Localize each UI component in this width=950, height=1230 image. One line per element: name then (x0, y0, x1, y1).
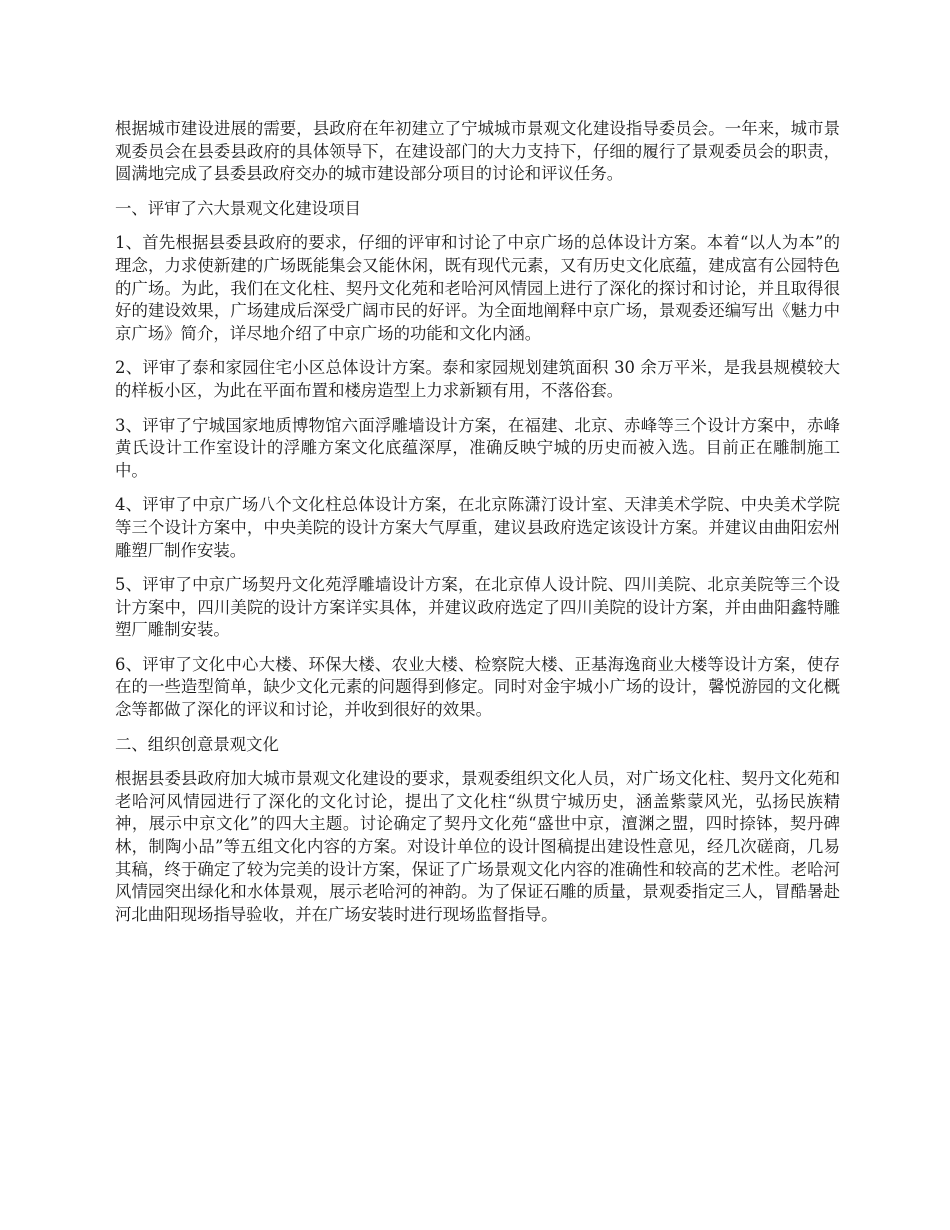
section-heading-1: 一、评审了六大景观文化建设项目 (115, 198, 361, 218)
intro-paragraph: 根据城市建设进展的需要，县政府在年初建立了宁城城市景观文化建设指导委员会。一年来，城市景观委员会在县委县政府的具体领导下，在建设部门的大力支持下，仔细的履行了景观委员会的职责，圆满地完成了县委县政府交办的城市建设部分项目的讨论和评议任务。 (115, 119, 840, 184)
item-3-paragraph: 3、评审了宁城国家地质博物馆六面浮雕墙设计方案，在福建、北京、赤峰等三个设计方案中，赤峰黄氏设计工作室设计的浮雕方案文化底蕴深厚，准确反映宁城的历史而被入选。目前正在雕制施工中。 (115, 415, 840, 480)
item-4-paragraph: 4、评审了中京广场八个文化柱总体设计方案，在北京陈潇汀设计室、天津美术学院、中央美术学院等三个设计方案中，中央美院的设计方案大气厚重，建议县政府选定该设计方案。并建议由曲阳宏州雕塑厂制作安装。 (115, 495, 840, 560)
document-page (115, 118, 840, 938)
item-5-paragraph: 5、评审了中京广场契丹文化苑浮雕墙设计方案，在北京倬人设计院、四川美院、北京美院等三个设计方案中，四川美院的设计方案详实具体，并建议政府选定了四川美院的设计方案，并由曲阳鑫特雕塑厂雕制安装。 (115, 575, 840, 640)
item-1-paragraph: 1、首先根据县委县政府的要求，仔细的评审和讨论了中京广场的总体设计方案。本着“以人为本”的理念，力求使新建的广场既能集会又能休闲，既有现代元素，又有历史文化底蕴，建成富有公园特色的广场。为此，我们在文化柱、契丹文化苑和老哈河风情园上进行了深化的探讨和讨论，并且取得很好的建设效果，广场建成后深受广阔市民的好评。为全面地阐释中京广场，景观委还编写出《魅力中京广场》简介，详尽地介绍了中京广场的功能和文化内涵。 (115, 233, 840, 343)
item-6-paragraph: 6、评审了文化中心大楼、环保大楼、农业大楼、检察院大楼、正基海逸商业大楼等设计方案，使存在的一些造型简单，缺少文化元素的问题得到修定。同时对金宇城小广场的设计，馨悦游园的文化概念等都做了深化的评议和讨论，并收到很好的效果。 (115, 654, 840, 720)
item-2-paragraph: 2、评审了泰和家园住宅小区总体设计方案。泰和家园规划建筑面积 30 余万平米，是我县规模较大的样板小区，为此在平面布置和楼房造型上力求新颖有用，不落俗套。 (115, 358, 840, 400)
section-heading-2: 二、组织创意景观文化 (115, 734, 279, 754)
section-2-paragraph: 根据县委县政府加大城市景观文化建设的要求，景观委组织文化人员，对广场文化柱、契丹文化苑和老哈河风情园进行了深化的文化讨论，提出了文化柱“纵贯宁城历史，涵盖紫蒙风光，弘扬民族精神，展示中京文化”的四大主题。讨论确定了契丹文化苑“盛世中京，澶渊之盟，四时捺钵，契丹碑林，制陶小品”等五组文化内容的方案。对设计单位的设计图稿提出建设性意见，经几次磋商，几易其稿，终于确定了较为完美的设计方案，保证了广场景观文化内容的准确性和较高的艺术性。老哈河风情园突出绿化和水体景观，展示老哈河的神韵。为了保证石雕的质量，景观委指定三人，冒酷暑赴河北曲阳现场指导验收，并在广场安装时进行现场监督指导。 (115, 769, 840, 924)
